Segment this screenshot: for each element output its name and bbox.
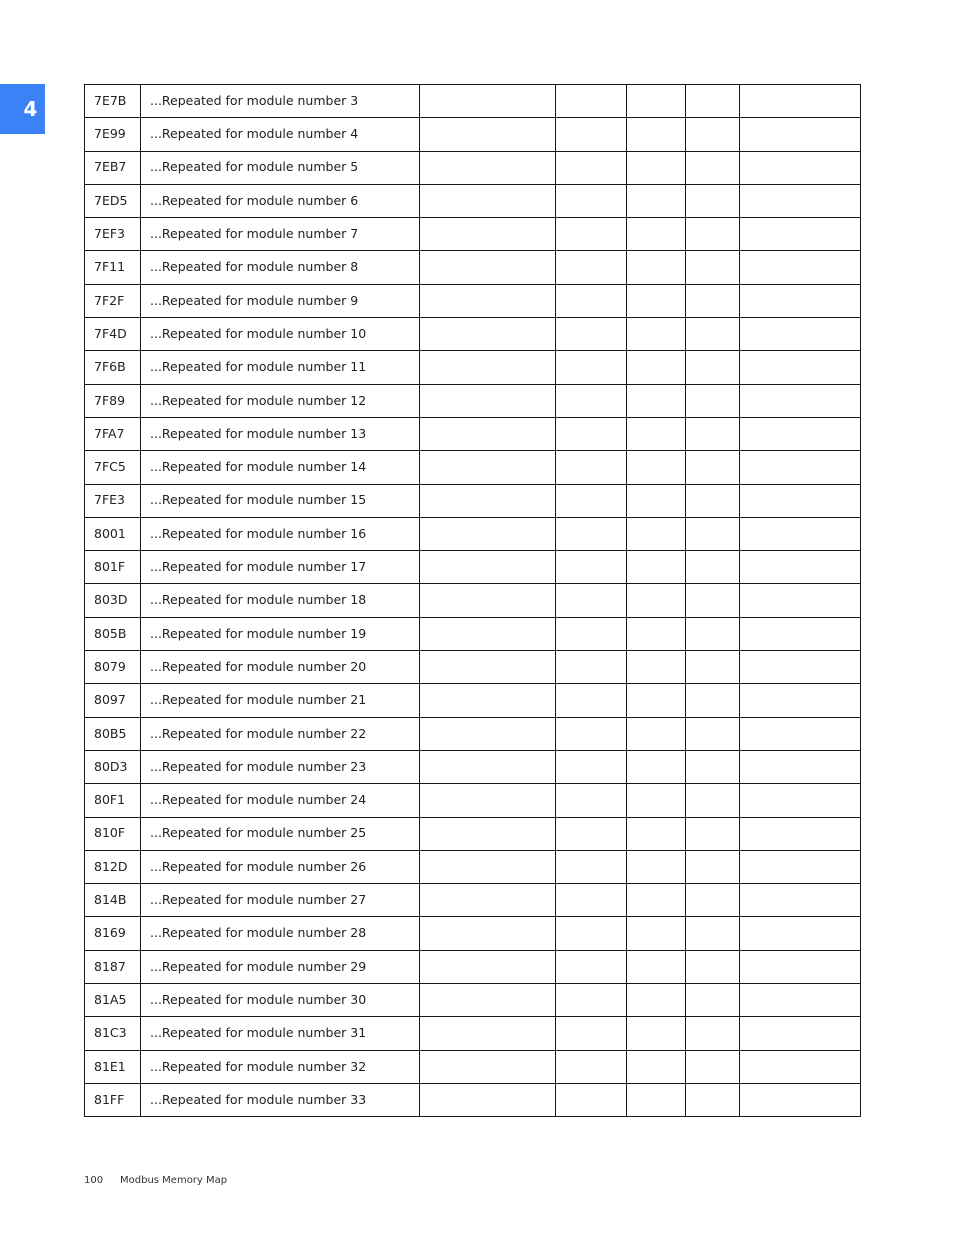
description-cell: ...Repeated for module number 8	[141, 251, 420, 284]
description-cell: ...Repeated for module number 31	[141, 1017, 420, 1050]
description-cell: ...Repeated for module number 33	[141, 1083, 420, 1116]
empty-cell	[627, 118, 686, 151]
empty-cell	[556, 617, 627, 650]
description-cell: ...Repeated for module number 12	[141, 384, 420, 417]
table-row	[85, 551, 861, 584]
empty-cell	[686, 984, 740, 1017]
empty-cell	[420, 151, 556, 184]
table-row	[85, 218, 861, 251]
table-row	[85, 484, 861, 517]
empty-cell	[740, 984, 861, 1017]
address-cell: 80D3	[85, 750, 141, 783]
empty-cell	[686, 184, 740, 217]
empty-cell	[420, 651, 556, 684]
empty-cell	[627, 417, 686, 450]
empty-cell	[420, 817, 556, 850]
empty-cell	[740, 118, 861, 151]
address-cell: 803D	[85, 584, 141, 617]
address-cell: 81A5	[85, 984, 141, 1017]
empty-cell	[627, 218, 686, 251]
table-row	[85, 784, 861, 817]
table-row	[85, 1017, 861, 1050]
empty-cell	[627, 684, 686, 717]
description-cell: ...Repeated for module number 19	[141, 617, 420, 650]
address-cell: 801F	[85, 551, 141, 584]
table-row	[85, 318, 861, 351]
chapter-tab: 4	[0, 84, 45, 134]
empty-cell	[740, 218, 861, 251]
empty-cell	[627, 984, 686, 1017]
empty-cell	[686, 584, 740, 617]
table-row	[85, 118, 861, 151]
empty-cell	[740, 584, 861, 617]
empty-cell	[556, 85, 627, 118]
empty-cell	[740, 717, 861, 750]
empty-cell	[740, 251, 861, 284]
table-row	[85, 351, 861, 384]
description-cell: ...Repeated for module number 24	[141, 784, 420, 817]
empty-cell	[420, 417, 556, 450]
address-cell: 7FC5	[85, 451, 141, 484]
empty-cell	[627, 950, 686, 983]
empty-cell	[556, 817, 627, 850]
empty-cell	[740, 684, 861, 717]
empty-cell	[420, 784, 556, 817]
table-row	[85, 617, 861, 650]
description-cell: ...Repeated for module number 13	[141, 417, 420, 450]
address-cell: 814B	[85, 884, 141, 917]
description-cell: ...Repeated for module number 30	[141, 984, 420, 1017]
empty-cell	[420, 384, 556, 417]
empty-cell	[740, 1017, 861, 1050]
empty-cell	[740, 484, 861, 517]
empty-cell	[556, 484, 627, 517]
empty-cell	[556, 318, 627, 351]
empty-cell	[740, 884, 861, 917]
empty-cell	[420, 717, 556, 750]
empty-cell	[627, 451, 686, 484]
empty-cell	[740, 784, 861, 817]
empty-cell	[686, 451, 740, 484]
table-row	[85, 817, 861, 850]
description-cell: ...Repeated for module number 14	[141, 451, 420, 484]
table-row	[85, 85, 861, 118]
empty-cell	[686, 218, 740, 251]
empty-cell	[740, 917, 861, 950]
address-cell: 8187	[85, 950, 141, 983]
description-cell: ...Repeated for module number 26	[141, 850, 420, 883]
table-row	[85, 151, 861, 184]
empty-cell	[420, 184, 556, 217]
empty-cell	[740, 551, 861, 584]
empty-cell	[686, 917, 740, 950]
empty-cell	[556, 717, 627, 750]
empty-cell	[420, 284, 556, 317]
empty-cell	[556, 251, 627, 284]
empty-cell	[740, 351, 861, 384]
description-cell: ...Repeated for module number 7	[141, 218, 420, 251]
empty-cell	[556, 551, 627, 584]
description-cell: ...Repeated for module number 20	[141, 651, 420, 684]
description-cell: ...Repeated for module number 6	[141, 184, 420, 217]
empty-cell	[740, 184, 861, 217]
address-cell: 7EB7	[85, 151, 141, 184]
description-cell: ...Repeated for module number 28	[141, 917, 420, 950]
empty-cell	[556, 451, 627, 484]
address-cell: 7EF3	[85, 218, 141, 251]
empty-cell	[686, 884, 740, 917]
empty-cell	[420, 917, 556, 950]
empty-cell	[686, 651, 740, 684]
address-cell: 81E1	[85, 1050, 141, 1083]
empty-cell	[740, 1050, 861, 1083]
empty-cell	[556, 950, 627, 983]
empty-cell	[627, 850, 686, 883]
description-cell: ...Repeated for module number 21	[141, 684, 420, 717]
address-cell: 812D	[85, 850, 141, 883]
empty-cell	[556, 1083, 627, 1116]
empty-cell	[686, 318, 740, 351]
empty-cell	[420, 318, 556, 351]
empty-cell	[740, 651, 861, 684]
empty-cell	[420, 584, 556, 617]
empty-cell	[740, 318, 861, 351]
table-row	[85, 684, 861, 717]
empty-cell	[686, 1017, 740, 1050]
address-cell: 7F2F	[85, 284, 141, 317]
empty-cell	[686, 384, 740, 417]
empty-cell	[420, 118, 556, 151]
empty-cell	[420, 484, 556, 517]
description-cell: ...Repeated for module number 22	[141, 717, 420, 750]
table-row	[85, 1050, 861, 1083]
table-row	[85, 750, 861, 783]
empty-cell	[556, 850, 627, 883]
empty-cell	[556, 284, 627, 317]
table-row	[85, 850, 861, 883]
description-cell: ...Repeated for module number 10	[141, 318, 420, 351]
empty-cell	[627, 817, 686, 850]
address-cell: 7ED5	[85, 184, 141, 217]
empty-cell	[420, 451, 556, 484]
empty-cell	[740, 850, 861, 883]
empty-cell	[556, 750, 627, 783]
table-row	[85, 284, 861, 317]
empty-cell	[686, 684, 740, 717]
empty-cell	[627, 784, 686, 817]
empty-cell	[686, 551, 740, 584]
empty-cell	[627, 284, 686, 317]
address-cell: 80B5	[85, 717, 141, 750]
table-row	[85, 884, 861, 917]
address-cell: 8169	[85, 917, 141, 950]
address-cell: 8097	[85, 684, 141, 717]
empty-cell	[740, 817, 861, 850]
empty-cell	[627, 651, 686, 684]
empty-cell	[627, 1083, 686, 1116]
empty-cell	[420, 984, 556, 1017]
address-cell: 80F1	[85, 784, 141, 817]
table-row	[85, 417, 861, 450]
table-row	[85, 717, 861, 750]
table-row	[85, 384, 861, 417]
empty-cell	[740, 1083, 861, 1116]
empty-cell	[420, 351, 556, 384]
empty-cell	[740, 517, 861, 550]
table-row	[85, 451, 861, 484]
empty-cell	[627, 517, 686, 550]
footer-section-title: Modbus Memory Map	[120, 1175, 228, 1186]
table-row	[85, 584, 861, 617]
empty-cell	[556, 184, 627, 217]
empty-cell	[627, 85, 686, 118]
empty-cell	[686, 1083, 740, 1116]
empty-cell	[627, 1050, 686, 1083]
table-row	[85, 651, 861, 684]
address-cell: 810F	[85, 817, 141, 850]
description-cell: ...Repeated for module number 23	[141, 750, 420, 783]
empty-cell	[686, 517, 740, 550]
address-cell: 7FA7	[85, 417, 141, 450]
empty-cell	[556, 218, 627, 251]
empty-cell	[420, 85, 556, 118]
address-cell: 7E99	[85, 118, 141, 151]
empty-cell	[686, 251, 740, 284]
empty-cell	[686, 1050, 740, 1083]
empty-cell	[740, 151, 861, 184]
empty-cell	[740, 617, 861, 650]
table-row	[85, 1083, 861, 1116]
description-cell: ...Repeated for module number 11	[141, 351, 420, 384]
empty-cell	[420, 551, 556, 584]
empty-cell	[556, 784, 627, 817]
empty-cell	[556, 984, 627, 1017]
empty-cell	[627, 617, 686, 650]
empty-cell	[627, 884, 686, 917]
empty-cell	[740, 750, 861, 783]
empty-cell	[556, 351, 627, 384]
description-cell: ...Repeated for module number 15	[141, 484, 420, 517]
empty-cell	[627, 384, 686, 417]
empty-cell	[556, 151, 627, 184]
empty-cell	[627, 917, 686, 950]
table-row	[85, 251, 861, 284]
page-number: 100	[84, 1175, 104, 1186]
empty-cell	[420, 950, 556, 983]
empty-cell	[627, 151, 686, 184]
memory-map-table	[84, 84, 861, 1117]
empty-cell	[686, 417, 740, 450]
address-cell: 7F89	[85, 384, 141, 417]
empty-cell	[556, 884, 627, 917]
table-row	[85, 517, 861, 550]
address-cell: 805B	[85, 617, 141, 650]
empty-cell	[686, 784, 740, 817]
empty-cell	[686, 750, 740, 783]
empty-cell	[740, 85, 861, 118]
empty-cell	[686, 118, 740, 151]
empty-cell	[627, 251, 686, 284]
empty-cell	[627, 184, 686, 217]
empty-cell	[556, 1050, 627, 1083]
address-cell: 7E7B	[85, 85, 141, 118]
empty-cell	[420, 251, 556, 284]
table-body	[85, 85, 861, 1117]
empty-cell	[420, 884, 556, 917]
empty-cell	[627, 717, 686, 750]
description-cell: ...Repeated for module number 25	[141, 817, 420, 850]
description-cell: ...Repeated for module number 16	[141, 517, 420, 550]
table-row	[85, 184, 861, 217]
table-row	[85, 917, 861, 950]
description-cell: ...Repeated for module number 32	[141, 1050, 420, 1083]
empty-cell	[556, 517, 627, 550]
address-cell: 7F6B	[85, 351, 141, 384]
description-cell: ...Repeated for module number 3	[141, 85, 420, 118]
empty-cell	[556, 118, 627, 151]
page-footer	[84, 1175, 227, 1186]
empty-cell	[627, 351, 686, 384]
empty-cell	[627, 1017, 686, 1050]
empty-cell	[686, 85, 740, 118]
empty-cell	[556, 1017, 627, 1050]
description-cell: ...Repeated for module number 27	[141, 884, 420, 917]
empty-cell	[740, 950, 861, 983]
empty-cell	[686, 817, 740, 850]
empty-cell	[740, 284, 861, 317]
empty-cell	[686, 151, 740, 184]
empty-cell	[420, 750, 556, 783]
description-cell: ...Repeated for module number 9	[141, 284, 420, 317]
description-cell: ...Repeated for module number 18	[141, 584, 420, 617]
address-cell: 7F4D	[85, 318, 141, 351]
address-cell: 81FF	[85, 1083, 141, 1116]
empty-cell	[740, 417, 861, 450]
address-cell: 7F11	[85, 251, 141, 284]
description-cell: ...Repeated for module number 4	[141, 118, 420, 151]
empty-cell	[627, 551, 686, 584]
address-cell: 81C3	[85, 1017, 141, 1050]
empty-cell	[740, 384, 861, 417]
description-cell: ...Repeated for module number 29	[141, 950, 420, 983]
empty-cell	[627, 584, 686, 617]
empty-cell	[556, 651, 627, 684]
empty-cell	[556, 917, 627, 950]
empty-cell	[556, 417, 627, 450]
empty-cell	[686, 950, 740, 983]
empty-cell	[686, 351, 740, 384]
empty-cell	[556, 584, 627, 617]
empty-cell	[627, 318, 686, 351]
address-cell: 8001	[85, 517, 141, 550]
empty-cell	[686, 850, 740, 883]
description-cell: ...Repeated for module number 17	[141, 551, 420, 584]
description-cell: ...Repeated for module number 5	[141, 151, 420, 184]
empty-cell	[627, 750, 686, 783]
empty-cell	[686, 484, 740, 517]
empty-cell	[420, 1017, 556, 1050]
address-cell: 7FE3	[85, 484, 141, 517]
empty-cell	[420, 218, 556, 251]
empty-cell	[420, 684, 556, 717]
empty-cell	[420, 617, 556, 650]
empty-cell	[556, 684, 627, 717]
empty-cell	[420, 517, 556, 550]
empty-cell	[627, 484, 686, 517]
empty-cell	[686, 717, 740, 750]
empty-cell	[686, 284, 740, 317]
empty-cell	[740, 451, 861, 484]
empty-cell	[420, 850, 556, 883]
empty-cell	[556, 384, 627, 417]
empty-cell	[686, 617, 740, 650]
table-row	[85, 950, 861, 983]
empty-cell	[420, 1083, 556, 1116]
address-cell: 8079	[85, 651, 141, 684]
empty-cell	[420, 1050, 556, 1083]
table-row	[85, 984, 861, 1017]
